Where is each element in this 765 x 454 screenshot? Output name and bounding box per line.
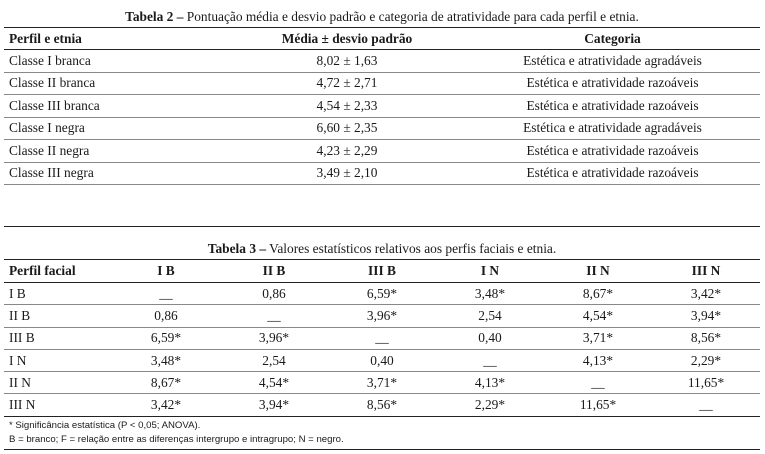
table-cell: 3,71* [328,372,436,394]
table-cell: 0,40 [328,349,436,371]
table-3-grid [4,260,760,417]
table-row [4,117,760,140]
table-cell: 2,29* [652,349,760,371]
table-cell: 11,65* [544,394,652,416]
table-3-caption-label: Tabela 3 – [207,241,267,256]
empty-cell [465,185,760,227]
table-cell: 3,96* [328,305,436,327]
table-row [4,372,760,394]
table-cell: __ [652,394,760,416]
column-header: Perfil e etnia [4,28,229,50]
table-3 [4,240,760,450]
table-row [4,50,760,73]
table-cell: 4,23 ± 2,29 [229,140,465,163]
table-cell: 4,54* [544,305,652,327]
table-cell: Classe III negra [4,162,229,185]
table-cell: 3,94* [652,305,760,327]
column-header: Média ± desvio padrão [229,28,465,50]
table-cell: Estética e atratividade razoáveis [465,95,760,118]
table-3-notes [4,417,760,450]
table-cell: I N [4,349,112,371]
column-header: I B [112,260,220,283]
table-row [4,283,760,305]
table-cell: 0,86 [112,305,220,327]
table-cell: 3,48* [112,349,220,371]
table-cell: 8,67* [544,283,652,305]
table-cell: 6,59* [112,327,220,349]
table-row [4,394,760,416]
table-cell: 8,56* [652,327,760,349]
table-cell: II N [4,372,112,394]
table-cell: 2,29* [436,394,544,416]
table-cell: Estética e atratividade agradáveis [465,117,760,140]
table-cell: 0,40 [436,327,544,349]
table-cell: Classe III branca [4,95,229,118]
table-2 [4,8,760,227]
table-cell: Classe II branca [4,72,229,95]
table-cell: Estética e atratividade razoáveis [465,140,760,163]
table-row [4,162,760,185]
table-cell: I B [4,283,112,305]
table-2-header-row [4,28,760,50]
table-cell: 3,48* [436,283,544,305]
table-cell: Estética e atratividade agradáveis [465,50,760,73]
table-cell: Classe I negra [4,117,229,140]
table-cell: 2,54 [220,349,328,371]
table-cell: __ [112,283,220,305]
column-header: Categoria [465,28,760,50]
table-cell: 11,65* [652,372,760,394]
table-cell: 0,86 [220,283,328,305]
table-cell: 6,60 ± 2,35 [229,117,465,140]
footnote-significance: * Significância estatística (P < 0,05; ANOVA). [9,419,201,431]
table-cell: II B [4,305,112,327]
table-3-body [4,283,760,417]
empty-cell [4,185,229,227]
table-cell: 3,42* [652,283,760,305]
table-spacer-row [4,185,760,227]
table-cell: Estética e atratividade razoáveis [465,72,760,95]
table-cell: 4,54* [220,372,328,394]
column-header: II B [220,260,328,283]
table-3-caption [4,240,760,260]
table-cell: 3,71* [544,327,652,349]
table-2-caption [4,8,760,28]
table-cell: III B [4,327,112,349]
table-row [4,327,760,349]
table-row [4,95,760,118]
table-cell: III N [4,394,112,416]
footnote-abbreviations: B = branco; F = relação entre as diferenças intergrupo e intragrupo; N = negro. [9,433,344,445]
table-2-caption-text: Pontuação média e desvio padrão e categoria de atratividade para cada perfil e etnia. [183,9,639,24]
table-cell: Estética e atratividade razoáveis [465,162,760,185]
table-cell: 8,56* [328,394,436,416]
table-cell: 4,54 ± 2,33 [229,95,465,118]
column-header: III B [328,260,436,283]
table-cell: 4,13* [544,349,652,371]
table-cell: __ [220,305,328,327]
table-cell: 6,59* [328,283,436,305]
empty-cell [229,185,465,227]
table-cell: 8,67* [112,372,220,394]
column-header: I N [436,260,544,283]
table-cell: 4,72 ± 2,71 [229,72,465,95]
table-cell: __ [436,349,544,371]
column-header: III N [652,260,760,283]
table-3-caption-text: Valores estatísticos relativos aos perfis faciais e etnia. [266,241,557,256]
table-2-grid [4,28,760,227]
table-3-header-row [4,260,760,283]
column-header: Perfil facial [4,260,112,283]
table-cell: __ [328,327,436,349]
table-cell: 3,42* [112,394,220,416]
table-cell: Classe I branca [4,50,229,73]
table-cell: 3,96* [220,327,328,349]
table-cell: 3,49 ± 2,10 [229,162,465,185]
table-cell: 2,54 [436,305,544,327]
table-cell: __ [544,372,652,394]
column-header: II N [544,260,652,283]
table-cell: Classe II negra [4,140,229,163]
table-row [4,349,760,371]
table-row [4,140,760,163]
table-2-caption-label: Tabela 2 – [125,9,184,24]
table-cell: 8,02 ± 1,63 [229,50,465,73]
table-row [4,305,760,327]
table-cell: 3,94* [220,394,328,416]
table-row [4,72,760,95]
table-cell: 4,13* [436,372,544,394]
